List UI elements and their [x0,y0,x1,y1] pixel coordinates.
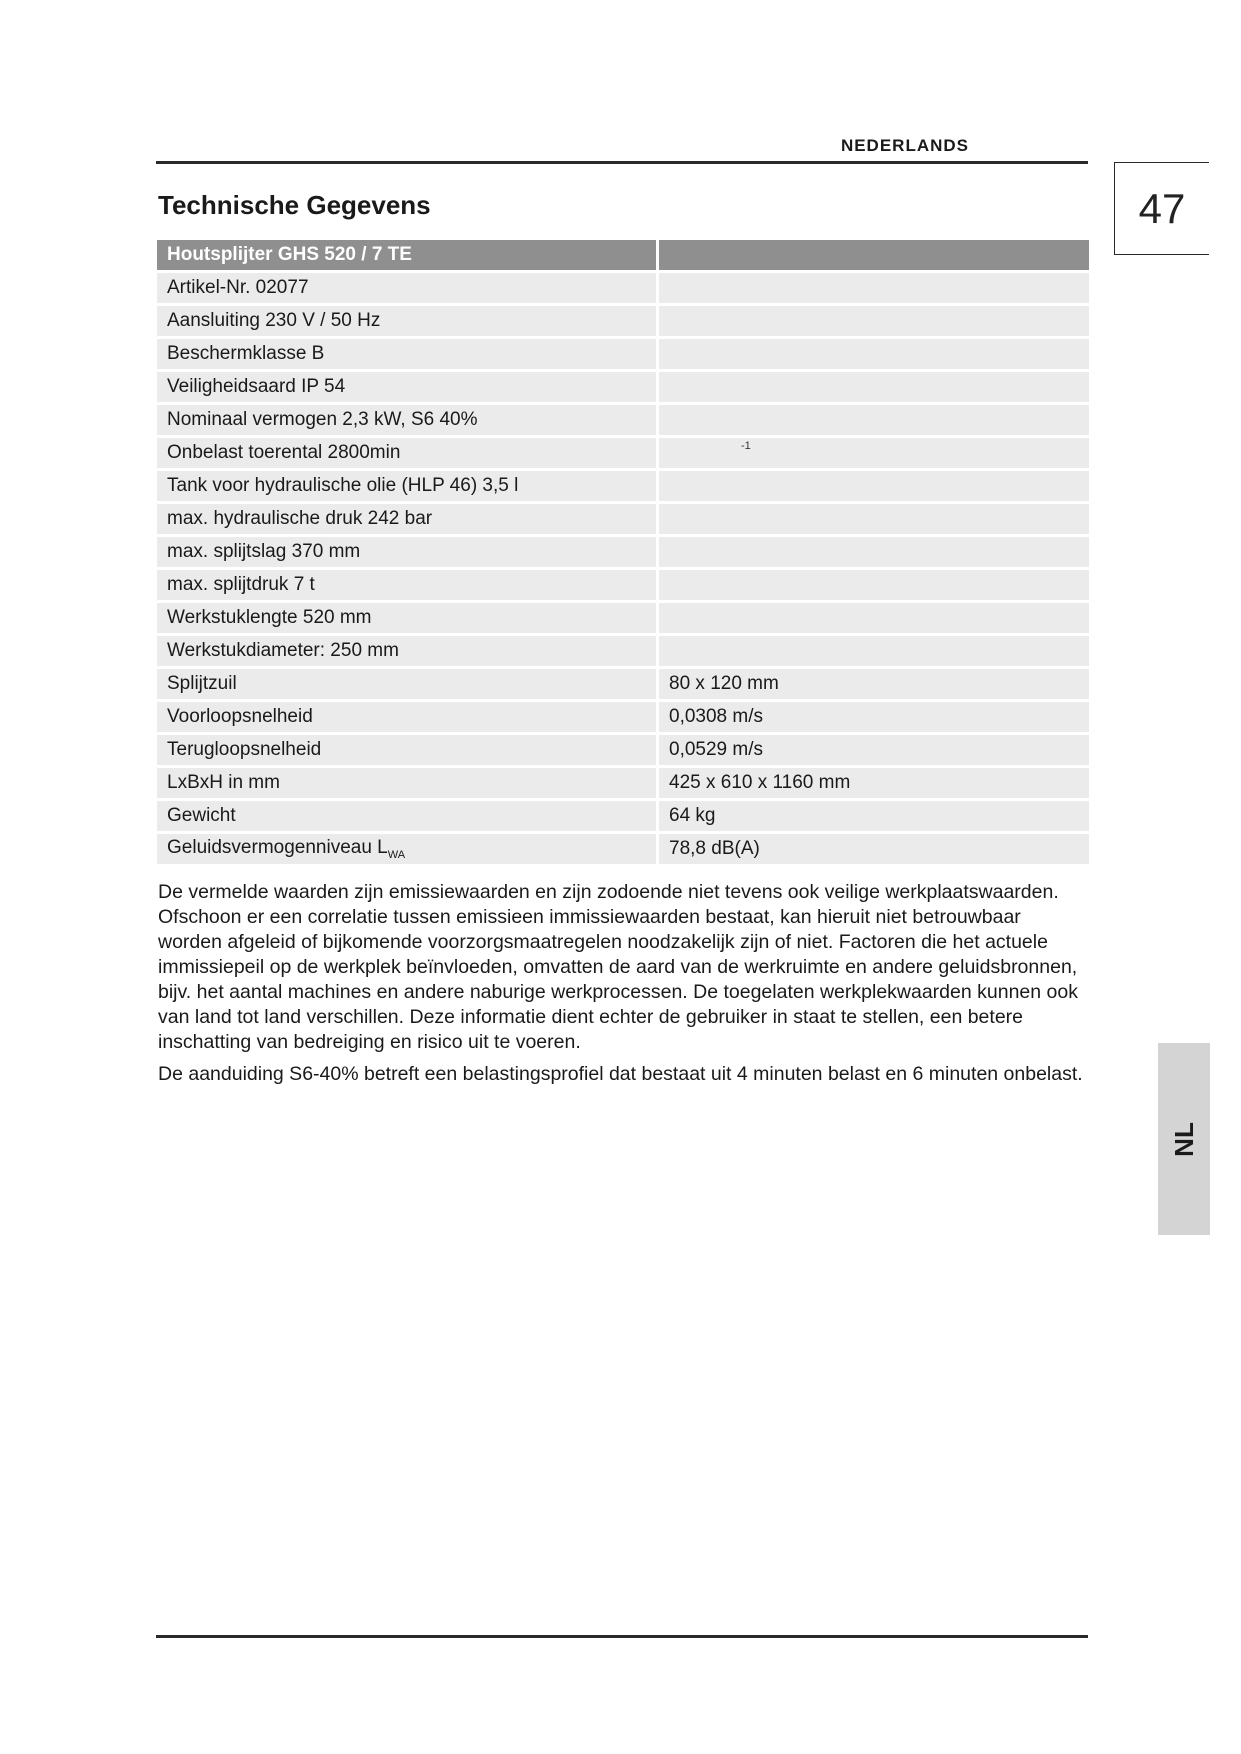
spec-label: Artikel-Nr. 02077 [167,277,309,298]
spec-value-cell [659,669,1089,699]
spec-value-cell [659,702,1089,732]
table-row [157,735,1089,765]
spec-value-cell [659,339,1089,369]
notes-paragraph: De aanduiding S6-40% betreft een belastingsprofiel dat bestaat uit 4 minuten belast en 6 minuten onbelast. [158,1063,1083,1085]
spec-label-cell [157,801,659,831]
page-number: 47 [1114,162,1209,255]
spec-label: Voorloopsnelheid [167,706,313,727]
table-row [157,273,1089,303]
language-side-tab [1158,1043,1210,1235]
spec-label-cell [157,471,659,501]
spec-label: max. splijtdruk 7 t [167,574,315,595]
table-header-cell [659,240,1089,270]
spec-label-cell [157,768,659,798]
spec-label: Werkstuklengte 520 mm [167,607,372,628]
spec-label: Geluidsvermogenniveau L [167,837,388,858]
spec-value-cell [659,801,1089,831]
spec-value: 64 kg [669,805,716,826]
spec-table [157,237,1089,867]
table-header-row [157,240,1089,270]
table-row [157,702,1089,732]
spec-value-cell [659,438,1089,468]
page-title: Technische Gegevens [158,190,431,220]
spec-label: Beschermklasse B [167,343,325,364]
spec-value-cell [659,768,1089,798]
spec-value: 78,8 dB(A) [669,838,760,859]
spec-label: Gewicht [167,805,236,826]
spec-label-cell [157,537,659,567]
lwa-subscript: WA [387,849,406,861]
table-row [157,669,1089,699]
spec-value: 0,0308 m/s [669,706,763,727]
spec-label-cell [157,372,659,402]
table-row [157,438,1089,468]
table-row [157,603,1089,633]
table-row [157,537,1089,567]
table-row [157,570,1089,600]
spec-value-cell [659,570,1089,600]
table-row [157,471,1089,501]
top-divider [156,161,1088,164]
spec-label: Nominaal vermogen 2,3 kW, S6 40% [167,409,478,430]
spec-label-cell [157,504,659,534]
table-row [157,405,1089,435]
spec-label-cell [157,735,659,765]
spec-label: Aansluiting 230 V / 50 Hz [167,310,381,331]
bottom-divider [156,1635,1088,1638]
spec-label: max. splijtslag 370 mm [167,541,361,562]
spec-label-cell [157,636,659,666]
spec-label: Onbelast toerental 2800min [167,442,401,463]
spec-label-cell [157,702,659,732]
spec-label: Werkstukdiameter: 250 mm [167,640,399,661]
spec-value-cell [659,636,1089,666]
spec-label: Terugloopsnelheid [167,739,322,760]
rpm-unit-superscript: -1 [741,440,751,452]
spec-label-cell [157,405,659,435]
table-row [157,372,1089,402]
spec-label-cell [157,438,659,468]
spec-value-cell [659,471,1089,501]
spec-label-cell [157,273,659,303]
table-row [157,834,1089,864]
spec-label: max. hydraulische druk 242 bar [167,508,433,529]
spec-value-cell [659,603,1089,633]
spec-label-cell [157,669,659,699]
spec-label: Tank voor hydraulische olie (HLP 46) 3,5 l [167,475,519,496]
language-side-tab-label: NL [1168,1121,1199,1157]
table-row [157,801,1089,831]
spec-label-cell [157,834,659,864]
spec-label-cell [157,306,659,336]
table-row [157,768,1089,798]
spec-value-cell [659,537,1089,567]
table-row [157,306,1089,336]
spec-label-cell [157,603,659,633]
spec-value: 0,0529 m/s [669,739,763,760]
spec-label-cell [157,339,659,369]
spec-value: 425 x 610 x 1160 mm [669,772,851,793]
table-header-cell: Houtsplijter GHS 520 / 7 TE [157,240,659,270]
header-language: NEDERLANDS [840,136,969,155]
spec-value-cell [659,735,1089,765]
table-row [157,504,1089,534]
spec-value: 80 x 120 mm [669,673,779,694]
spec-value-cell [659,372,1089,402]
spec-label: Veiligheidsaard IP 54 [167,376,346,397]
spec-label: LxBxH in mm [167,772,280,793]
notes-paragraph: De vermelde waarden zijn emissiewaarden en zijn zodoende niet tevens ook veilige werkplaatswaarden. Ofschoon er een correlatie tussen emissieen immissiewaarden bestaat, kan hieruit niet betrouwbaar worden afgeleid of bijkomende voorzorgsmaatregelen noodzakelijk zijn of niet. Factoren die het actuele immissiepeil op de werkplek beïnvloeden, omvatten de aard van de werkruimte en andere geluidsbronnen, bijv. het aantal machines en andere naburige werkprocessen. De toegelaten werkplekwaarden kunnen ook van land tot land verschillen. Deze informatie dient echter de gebruiker in staat te stellen, een betere inschatting van bedreiging en risico uit te voeren. [158,881,1078,1053]
spec-label: Splijtzuil [167,673,237,694]
table-row [157,636,1089,666]
spec-label-cell [157,570,659,600]
spec-value-cell [659,834,1089,864]
spec-value-cell [659,273,1089,303]
table-row [157,339,1089,369]
spec-value-cell [659,504,1089,534]
spec-value-cell [659,405,1089,435]
notes-section [158,880,1088,1094]
spec-value-cell [659,306,1089,336]
